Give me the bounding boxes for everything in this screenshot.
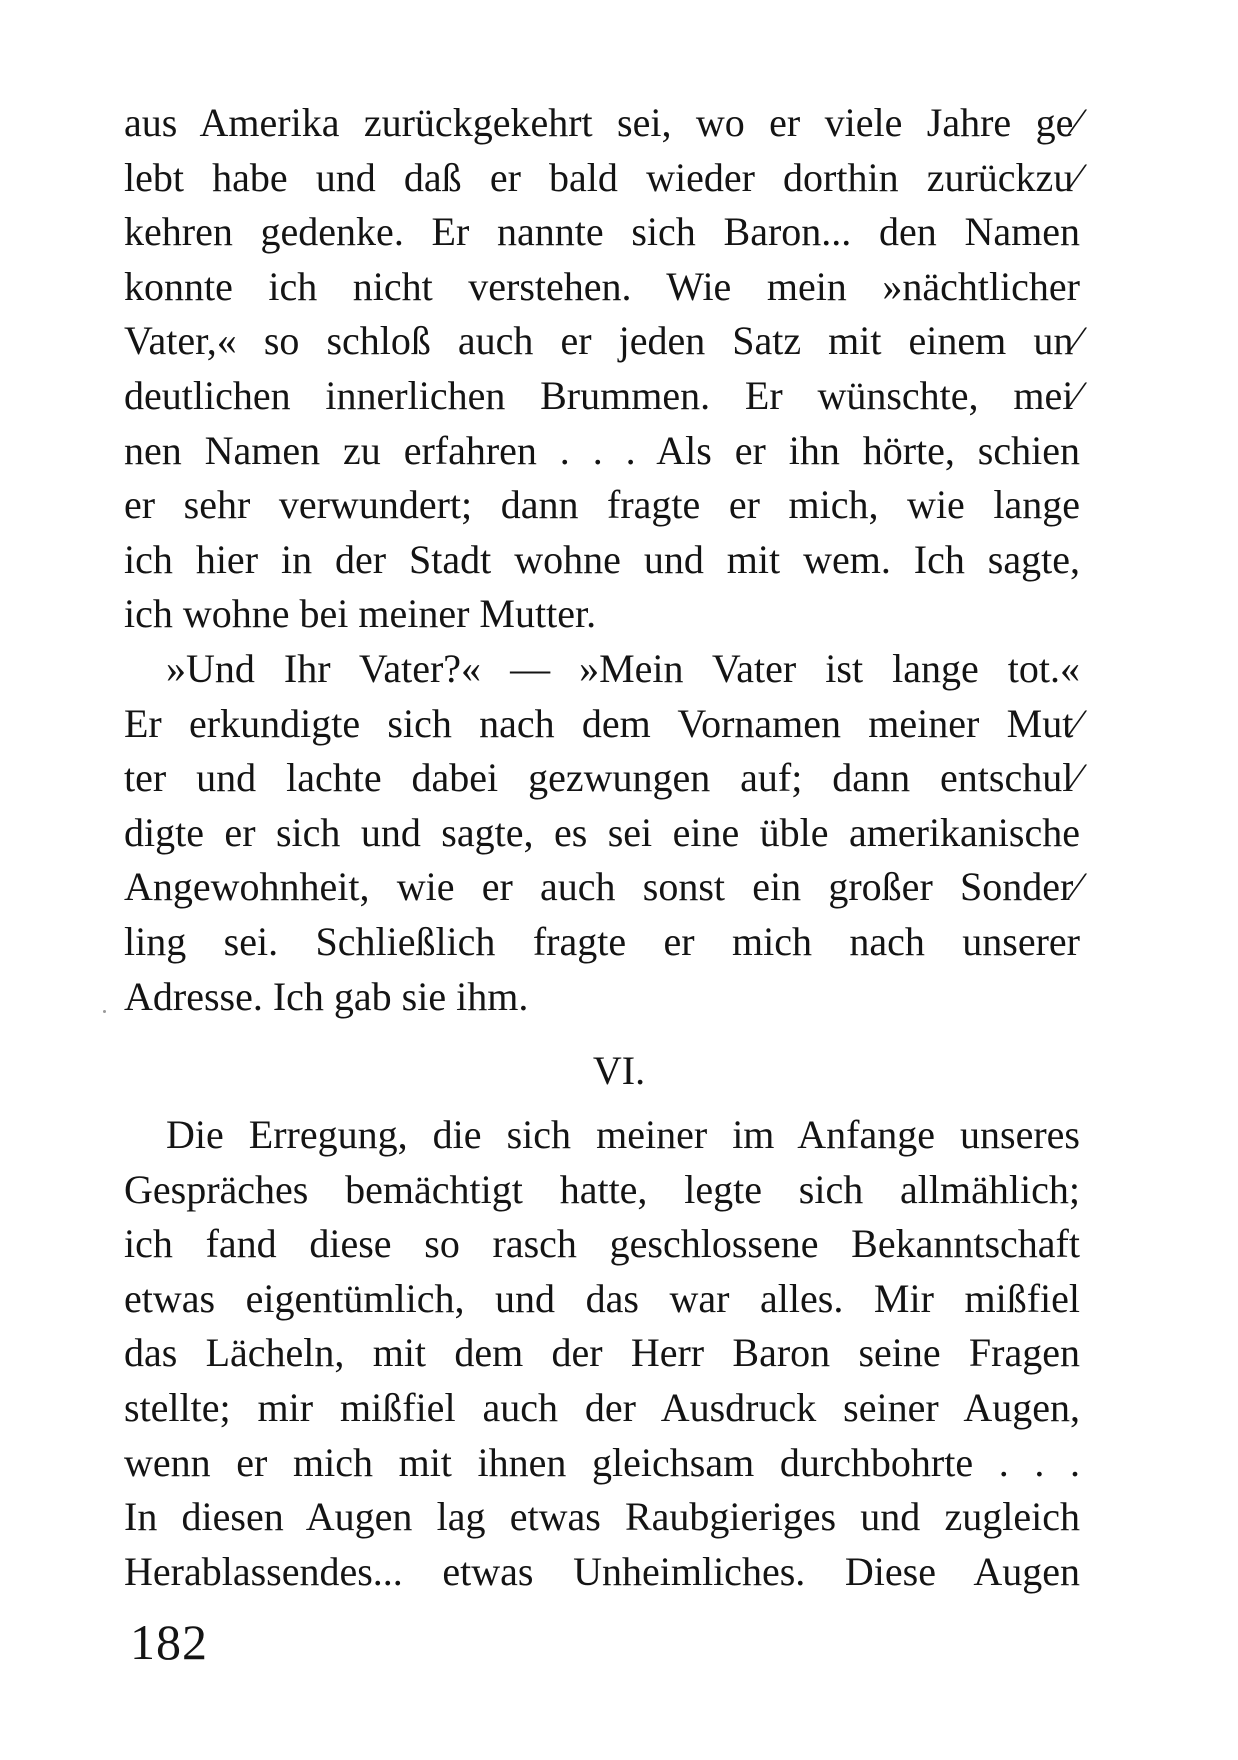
text-line: etwas eigentümlich, und das war alles. Mir mißfiel: [124, 1275, 1080, 1321]
text-line: lebt habe und daß er bald wieder dorthin zurückzu⁄: [124, 154, 1080, 200]
text-line: wenn er mich mit ihnen gleichsam durchbohrte . . .: [124, 1439, 1080, 1485]
text-line: »Und Ihr Vater?« — »Mein Vater ist lange tot.«: [166, 645, 1080, 691]
text-line: nen Namen zu erfahren . . . Als er ihn hörte, schien: [124, 427, 1080, 473]
text-line: er sehr verwundert; dann fragte er mich, wie lange: [124, 482, 1080, 528]
text-line: Gespräches bemächtigt hatte, legte sich allmählich;: [124, 1166, 1080, 1212]
text-line: Die Erregung, die sich meiner im Anfange unseres: [166, 1112, 1080, 1157]
paragraph-continued: [124, 96, 1080, 642]
paragraph-dialogue: [124, 642, 1080, 1024]
text-line: Angewohnheit, wie er auch sonst ein großer Sonder⁄: [124, 864, 1080, 910]
text-line: Vater,« so schloß auch er jeden Satz mit einem un⁄: [124, 318, 1080, 364]
section-heading: VI.: [592, 1048, 646, 1093]
text-line: ich hier in der Stadt wohne und mit wem. Ich sagte,: [124, 536, 1080, 582]
text-line: Er erkundigte sich nach dem Vornamen meiner Mut⁄: [124, 700, 1080, 746]
text-line: konnte ich nicht verstehen. Wie mein »nächtlicher: [124, 263, 1080, 309]
text-line: ling sei. Schließlich fragte er mich nach unserer: [124, 918, 1080, 964]
text-line: Herablassendes... etwas Unheimliches. Diese Augen: [124, 1548, 1080, 1594]
paper-speck: [103, 1010, 106, 1013]
paragraph-section-start: [124, 1108, 1080, 1599]
text-line: Adresse. Ich gab sie ihm.: [124, 973, 529, 1019]
text-line: deutlichen innerlichen Brummen. Er wünschte, mei⁄: [124, 372, 1080, 418]
text-line: digte er sich und sagte, es sei eine üble amerikanische: [124, 809, 1080, 855]
page-number: 182: [130, 1614, 208, 1670]
text-line: kehren gedenke. Er nannte sich Baron... den Namen: [124, 209, 1080, 255]
text-column-bottom: [124, 1108, 1080, 1599]
text-column-top: [124, 96, 1080, 1024]
text-line: aus Amerika zurückgekehrt sei, wo er viele Jahre ge⁄: [124, 100, 1080, 145]
text-line: ich fand diese so rasch geschlossene Bekanntschaft: [124, 1221, 1080, 1267]
text-line: In diesen Augen lag etwas Raubgieriges und zugleich: [124, 1494, 1080, 1540]
text-line: ich wohne bei meiner Mutter.: [124, 591, 597, 637]
text-line: das Lächeln, mit dem der Herr Baron seine Fragen: [124, 1330, 1080, 1376]
text-line: stellte; mir mißfiel auch der Ausdruck seiner Augen,: [124, 1384, 1080, 1430]
text-line: ter und lachte dabei gezwungen auf; dann entschul⁄: [124, 755, 1080, 801]
